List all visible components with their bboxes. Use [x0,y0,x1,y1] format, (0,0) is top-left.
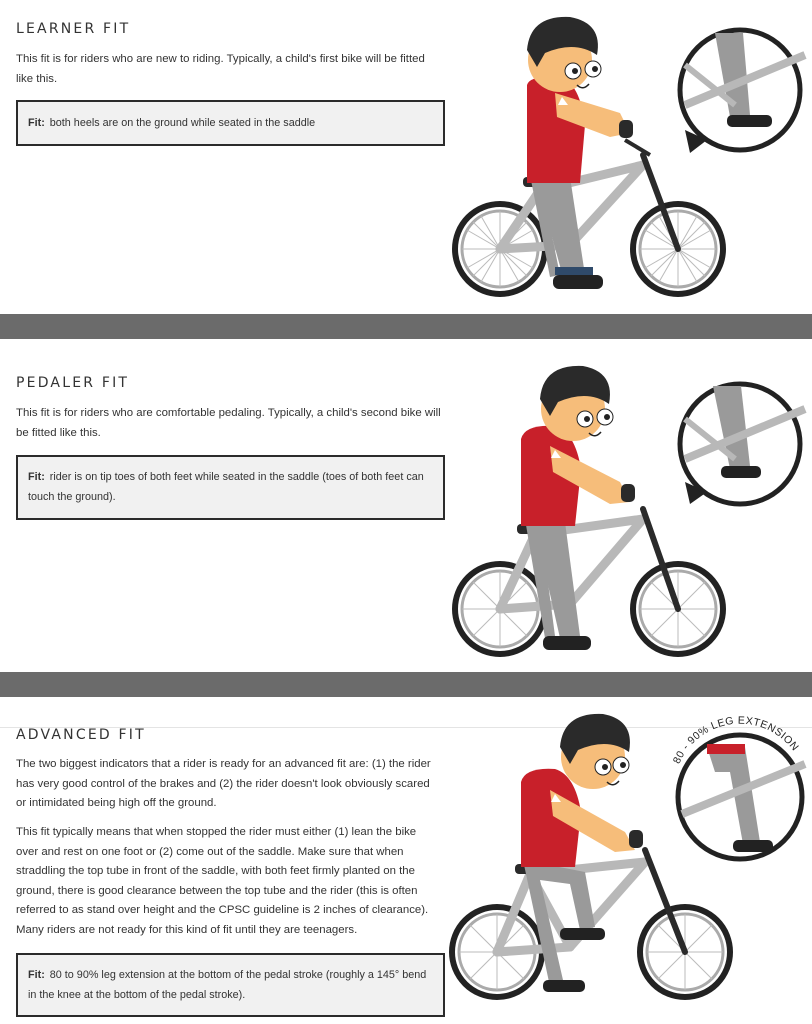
leg-extension-badge: 80 - 90% LEG EXTENSION [670,714,802,766]
leg-extension-zoom-bubble-icon [678,735,805,859]
advanced-fit-section [0,697,812,1024]
section-description: The two biggest indicators that a rider is ready for an advanced fit are: (1) the rider has very good control of the brakes and (2) the rider doesn't look obviously scared or intimidated being high off the ground. [16,758,431,809]
learner-fit-section [0,0,812,314]
section-title: ADVANCED FIT [16,727,146,743]
section-divider [0,314,812,339]
section-divider [0,672,812,697]
learner-rider-illustration [445,5,812,310]
section-description: This fit is for riders who are new to riding. Typically, a child's first bike will be fitted like this. [16,53,425,85]
fit-label: Fit: [28,969,45,981]
section-title: PEDALER FIT [16,375,130,391]
pedaler-rider-illustration [445,354,812,664]
section-description: This fit typically means that when stopped the rider must either (1) lean the bike over and rest on one foot or (2) come out of the saddle. Make sure that when straddling the top tube in front of the saddle, with both feet firmly planted on the ground, there is good clearance between the top tube and the rider (this is often referred to as stand over height and the CPSC guideline is 2 inches of clearance). Many riders are not ready for this kind of fit until they are teenagers. [16,826,429,936]
foot-zoom-bubble-icon [680,384,805,504]
fit-callout [16,953,445,1017]
advanced-rider-illustration [445,702,812,1020]
foot-zoom-bubble-icon [680,30,805,153]
fit-label: Fit: [28,471,45,483]
fit-callout [16,455,445,520]
fit-text: 80 to 90% leg extension at the bottom of the pedal stroke (roughly a 145° bend in the knee at the bottom of the pedal stroke). [28,969,427,1001]
section-title: LEARNER FIT [16,21,131,37]
section-description: This fit is for riders who are comfortable pedaling. Typically, a child's second bike will be fitted like this. [16,407,441,439]
pedaler-fit-section [0,339,812,672]
fit-callout [16,100,445,146]
fit-text: rider is on tip toes of both feet while seated in the saddle (toes of both feet can touch the ground). [28,471,424,503]
fit-label: Fit: [28,117,45,129]
fit-text: both heels are on the ground while seated in the saddle [49,117,316,129]
